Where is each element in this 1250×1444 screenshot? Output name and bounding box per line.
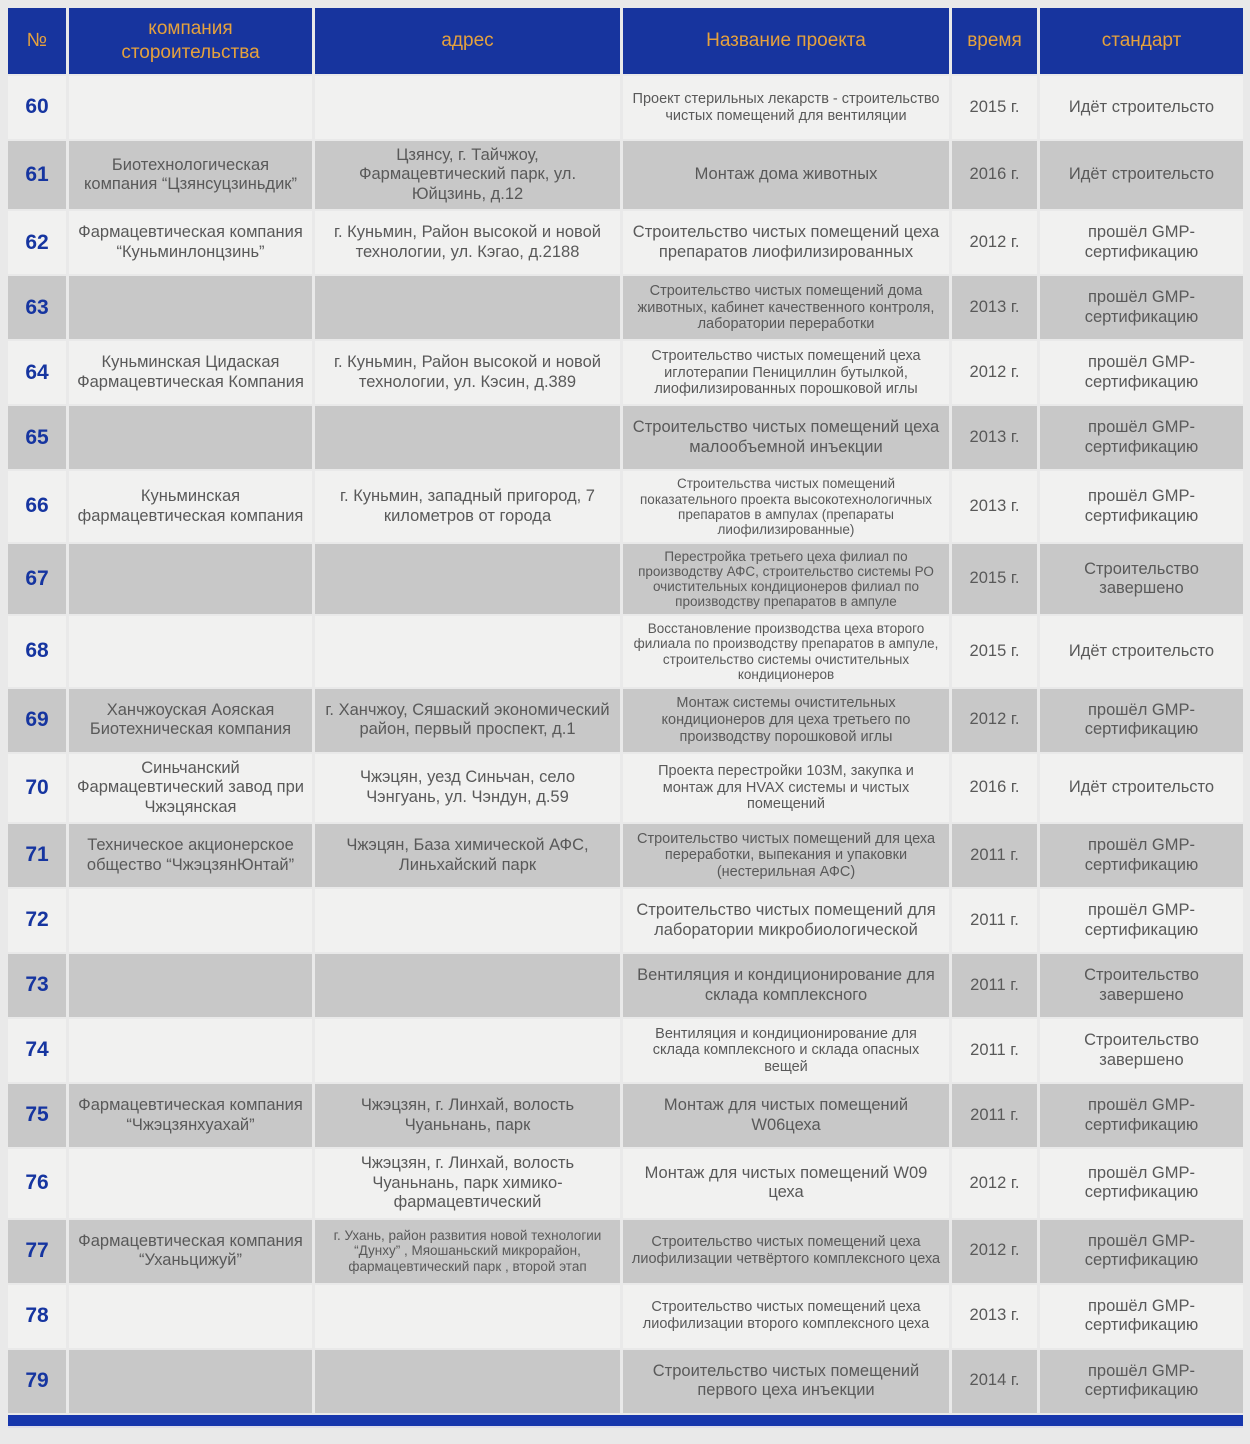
cell-num: 60 [8,76,66,139]
cell-address: г. Куньмин, западный пригород, 7 километров от города [315,471,620,541]
cell-address: Чжэцзян, г. Линхай, волость Чуаньнань, парк [315,1084,620,1147]
cell-company [69,406,312,469]
cell-standard: Строительство завершено [1040,1019,1243,1082]
cell-company: Синьчанский Фармацевтический завод при Чжэцянская [69,754,312,822]
cell-num: 69 [8,689,66,752]
cell-time: 2011 г. [952,824,1037,887]
cell-company: Куньминская фармацевтическая компания [69,471,312,541]
cell-standard: прошёл GMP-сертификацию [1040,211,1243,274]
cell-time: 2011 г. [952,1084,1037,1147]
cell-standard: Строительство завершено [1040,954,1243,1017]
cell-time: 2013 г. [952,1285,1037,1348]
cell-num: 72 [8,889,66,952]
cell-standard: прошёл GMP-сертификацию [1040,689,1243,752]
cell-time: 2012 г. [952,1220,1037,1283]
col-header-standard: стандарт [1040,8,1243,74]
cell-company: Биотехнологическая компания “Цзянсуцзиньдик” [69,141,312,209]
cell-num: 73 [8,954,66,1017]
cell-standard: прошёл GMP-сертификацию [1040,1350,1243,1413]
cell-address: Цзянсу, г. Тайчжоу, Фармацевтический парк, ул. Юйцзинь, д.12 [315,141,620,209]
cell-project: Проекта перестройки 103M, закупка и монтаж для HVAX системы и чистых помещений [623,754,949,822]
cell-standard: Строительство завершено [1040,544,1243,614]
cell-project: Строительство чистых помещений для лаборатории микробиологической [623,889,949,952]
cell-time: 2012 г. [952,341,1037,404]
cell-company [69,889,312,952]
cell-time: 2014 г. [952,1350,1037,1413]
table-header-row [8,8,1243,74]
cell-num: 68 [8,616,66,686]
cell-standard: прошёл GMP-сертификацию [1040,276,1243,339]
cell-num: 77 [8,1220,66,1283]
cell-time: 2016 г. [952,754,1037,822]
cell-company: Техническое акционерское общество “ЧжэцзянЮнтай” [69,824,312,887]
cell-company [69,1350,312,1413]
table-row [8,76,1243,139]
cell-standard: Идёт строительсто [1040,141,1243,209]
cell-project: Строительство чистых помещений цеха иглотерапии Пенициллин бутылкой, лиофилизированных порошковой иглы [623,341,949,404]
cell-project: Перестройка третьего цеха филиал по производству АФС, строительство системы РО очистительных кондиционеров филиал по производству препаратов в ампуле [623,544,949,614]
table-row [8,754,1243,822]
cell-num: 66 [8,471,66,541]
cell-project: Вентиляция и кондиционирование для склада комплексного и склада опасных вещей [623,1019,949,1082]
cell-company [69,1285,312,1348]
cell-company [69,76,312,139]
cell-company: Фармацевтическая компания “Уханьцижуй” [69,1220,312,1283]
cell-project: Строительство чистых помещений цеха препаратов лиофилизированных [623,211,949,274]
cell-num: 79 [8,1350,66,1413]
cell-num: 62 [8,211,66,274]
col-header-time: время [952,8,1037,74]
cell-company: Куньминская Цидаская Фармацевтическая Компания [69,341,312,404]
cell-num: 71 [8,824,66,887]
cell-address [315,889,620,952]
table-body [8,76,1243,1413]
cell-project: Строительство чистых помещений цеха лиофилизации четвёртого комплексного цеха [623,1220,949,1283]
col-header-company: компания стороительства [69,8,312,74]
cell-address [315,276,620,339]
cell-address: г. Ухань, район развития новой технологии “Дунху” , Мяошаньский микрорайон, фармацевтический парк , второй этап [315,1220,620,1283]
cell-project: Строительство чистых помещений для цеха переработки, выпекания и упаковки (нестерильная АФС) [623,824,949,887]
bottom-accent-bar [8,1415,1243,1428]
cell-project: Строительства чистых помещений показательного проекта высокотехнологичных препаратов в ампулах (препараты лиофилизированные) [623,471,949,541]
cell-num: 64 [8,341,66,404]
cell-time: 2013 г. [952,471,1037,541]
cell-num: 74 [8,1019,66,1082]
cell-address [315,76,620,139]
cell-time: 2016 г. [952,141,1037,209]
cell-num: 75 [8,1084,66,1147]
cell-address [315,544,620,614]
cell-project: Строительство чистых помещений дома животных, кабинет качественного контроля, лаборатории переработки [623,276,949,339]
cell-address [315,1350,620,1413]
cell-project: Проект стерильных лекарств - строительство чистых помещений для вентиляции [623,76,949,139]
cell-standard: Идёт строительсто [1040,616,1243,686]
cell-time: 2015 г. [952,616,1037,686]
cell-address: Чжэцян, уезд Синьчан, село Чэнгуань, ул. Чэндун, д.59 [315,754,620,822]
table-row [8,616,1243,686]
cell-standard: прошёл GMP-сертификацию [1040,406,1243,469]
cell-project: Монтаж дома животных [623,141,949,209]
cell-address [315,1019,620,1082]
cell-company: Ханчжоуская Аояская Биотехническая компания [69,689,312,752]
cell-address [315,1285,620,1348]
table-row [8,276,1243,339]
cell-project: Вентиляция и кондиционирование для склада комплексного [623,954,949,1017]
table-row [8,1019,1243,1082]
cell-company: Фармацевтическая компания “Куньминлонцзинь” [69,211,312,274]
cell-time: 2012 г. [952,1149,1037,1217]
cell-company [69,1149,312,1217]
cell-address: г. Куньмин, Район высокой и новой технологии, ул. Кэгао, д.2188 [315,211,620,274]
cell-address [315,616,620,686]
cell-time: 2012 г. [952,211,1037,274]
col-header-address: адрес [315,8,620,74]
cell-address: г. Куньмин, Район высокой и новой технологии, ул. Кэсин, д.389 [315,341,620,404]
cell-company [69,276,312,339]
cell-time: 2015 г. [952,544,1037,614]
projects-table [8,8,1243,1413]
col-header-project: Название проекта [623,8,949,74]
table-row [8,954,1243,1017]
col-header-num: № [8,8,66,74]
cell-time: 2015 г. [952,76,1037,139]
cell-company [69,954,312,1017]
cell-standard: прошёл GMP-сертификацию [1040,341,1243,404]
cell-standard: прошёл GMP-сертификацию [1040,889,1243,952]
cell-num: 65 [8,406,66,469]
cell-project: Восстановление производства цеха второго филиала по производству препаратов в ампуле, строительство системы очистительных кондиционеров [623,616,949,686]
cell-standard: прошёл GMP-сертификацию [1040,1285,1243,1348]
cell-time: 2013 г. [952,276,1037,339]
cell-project: Строительство чистых помещений цеха малообъемной инъекции [623,406,949,469]
table-row [8,341,1243,404]
cell-num: 78 [8,1285,66,1348]
cell-address: Чжэцзян, г. Линхай, волость Чуаньнань, парк химико-фармацевтический [315,1149,620,1217]
table-row [8,689,1243,752]
table-row [8,471,1243,541]
cell-standard: прошёл GMP-сертификацию [1040,471,1243,541]
table-row [8,1149,1243,1217]
cell-company [69,1019,312,1082]
cell-num: 70 [8,754,66,822]
cell-num: 67 [8,544,66,614]
cell-company [69,544,312,614]
table-row [8,1220,1243,1283]
cell-num: 76 [8,1149,66,1217]
cell-project: Монтаж системы очистительных кондиционеров для цеха третьего по производству порошковой иглы [623,689,949,752]
table-row [8,889,1243,952]
cell-address: Чжэцян, База химической АФС, Линьхайский парк [315,824,620,887]
table-row [8,1350,1243,1413]
cell-standard: прошёл GMP-сертификацию [1040,1220,1243,1283]
table-row [8,1285,1243,1348]
table-row [8,824,1243,887]
cell-address [315,954,620,1017]
table-row [8,141,1243,209]
cell-standard: прошёл GMP-сертификацию [1040,1149,1243,1217]
cell-time: 2012 г. [952,689,1037,752]
table-row [8,406,1243,469]
cell-address [315,406,620,469]
cell-company: Фармацевтическая компания “Чжэцзянхуахай” [69,1084,312,1147]
cell-time: 2011 г. [952,1019,1037,1082]
cell-num: 63 [8,276,66,339]
cell-num: 61 [8,141,66,209]
cell-standard: прошёл GMP-сертификацию [1040,824,1243,887]
cell-project: Строительство чистых помещений первого цеха инъекции [623,1350,949,1413]
cell-company [69,616,312,686]
table-row [8,1084,1243,1147]
cell-standard: Идёт строительсто [1040,76,1243,139]
cell-project: Монтаж для чистых помещений W06цеха [623,1084,949,1147]
cell-time: 2011 г. [952,954,1037,1017]
cell-time: 2013 г. [952,406,1037,469]
table-row [8,544,1243,614]
cell-address: г. Ханчжоу, Сяшаский экономический район, первый проспект, д.1 [315,689,620,752]
table-row [8,211,1243,274]
cell-time: 2011 г. [952,889,1037,952]
cell-project: Монтаж для чистых помещений W09 цеха [623,1149,949,1217]
cell-project: Строительство чистых помещений цеха лиофилизации второго комплексного цеха [623,1285,949,1348]
cell-standard: Идёт строительсто [1040,754,1243,822]
cell-standard: прошёл GMP-сертификацию [1040,1084,1243,1147]
